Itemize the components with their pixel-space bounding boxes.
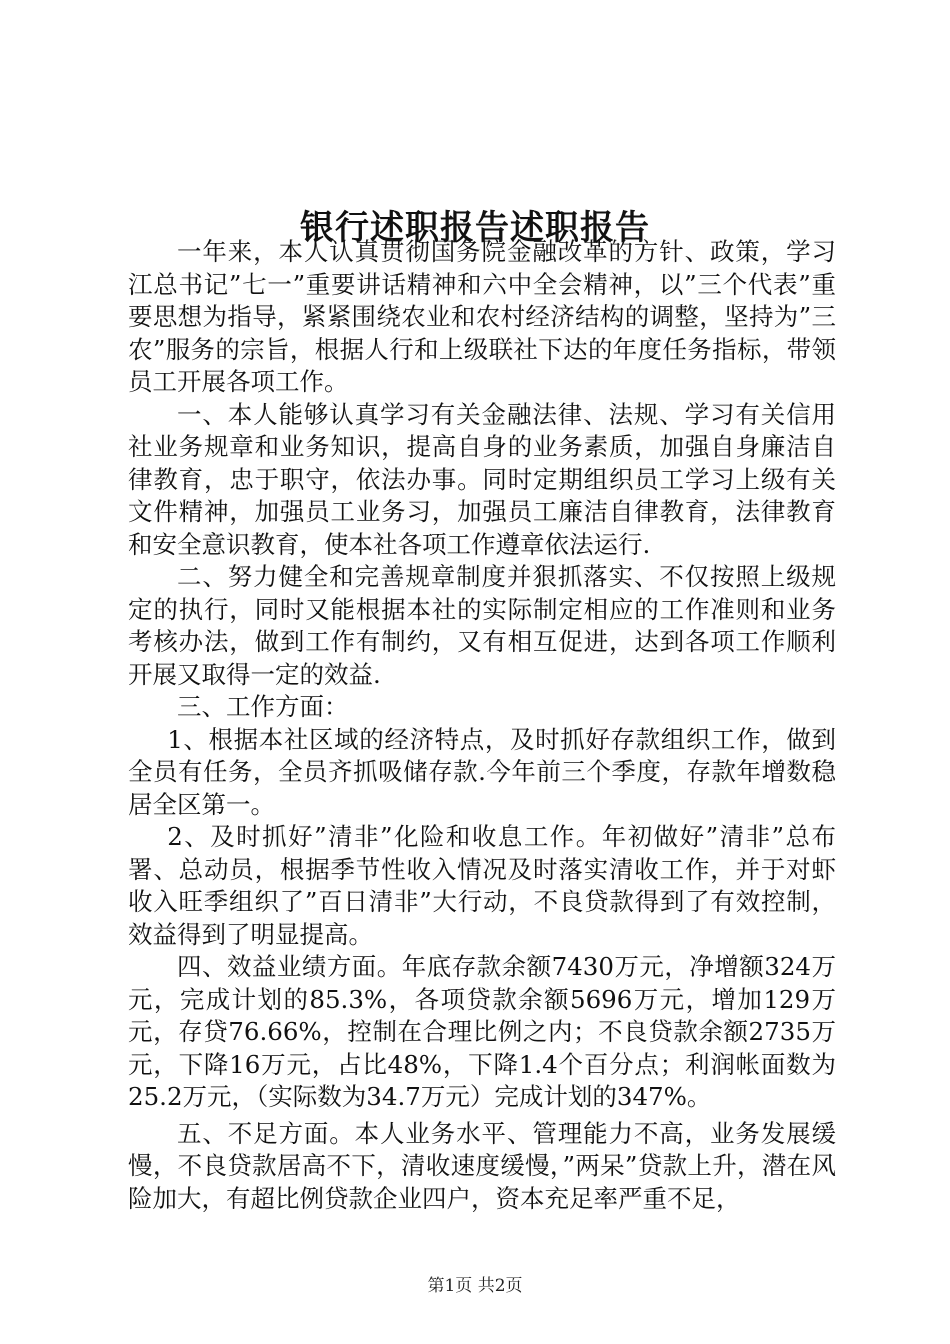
- document-title: 银行述职报告述职报告: [300, 207, 650, 248]
- page-footer: 第1页 共2页: [427, 1276, 523, 1296]
- paragraph-section-5: 五、不足方面。本人业务水平、管理能力不高，业务发展缓慢，不良贷款居高不下，清收速度缓慢，”两呆”贷款上升，潜在风险加大，有超比例贷款企业四户，资本充足率严重不足，: [128, 1118, 836, 1213]
- paragraph-section-3-heading: 三、工作方面：: [177, 692, 349, 721]
- paragraph-item-1: 1、根据本社区域的经济特点，及时抓好存款组织工作，做到全员有任务，全员齐抓吸储存款.今年前三个季度，存款年增数稳居全区第一。: [128, 724, 836, 819]
- paragraph-section-2: 二、努力健全和完善规章制度并狠抓落实、不仅按照上级规定的执行，同时又能根据本社的实际制定相应的工作准则和业务考核办法，做到工作有制约，又有相互促进，达到各项工作顺利开展又取得一定的效益.: [128, 562, 836, 689]
- paragraph-section-4: 四、效益业绩方面。年底存款余额7430万元，净增额324万元，完成计划的85.3%，各项贷款余额5696万元，增加129万元，存贷76.66%，控制在合理比例之内；不良贷款余额2735万元，下降16万元，占比48%，下降1.4个百分点；利润帐面数为25.2万元，（实际数为34.7万元）完成计划的347%。: [128, 952, 836, 1111]
- paragraph-intro: 一年来，本人认真贯彻国务院金融改革的方针、政策，学习江总书记”七一”重要讲话精神和六中全会精神，以”三个代表”重要思想为指导，紧紧围绕农业和农村经济结构的调整，坚持为”三农”服务的宗旨，根据人行和上级联社下达的年度任务指标，带领员工开展各项工作。: [128, 237, 836, 396]
- document-body: [128, 236, 836, 1215]
- paragraph-item-2: 2、及时抓好”清非”化险和收息工作。年初做好”清非”总布署、总动员，根据季节性收入情况及时落实清收工作，并于对虾收入旺季组织了”百日清非”大行动，不良贷款得到了有效控制，效益得到了明显提高。: [128, 822, 836, 949]
- paragraph-section-1: 一、本人能够认真学习有关金融法律、法规、学习有关信用社业务规章和业务知识，提高自身的业务素质，加强自身廉洁自律教育，忠于职守，依法办事。同时定期组织员工学习上级有关文件精神，加强员工业务习，加强员工廉洁自律教育，法律教育和安全意识教育，使本社各项工作遵章依法运行.: [128, 399, 836, 559]
